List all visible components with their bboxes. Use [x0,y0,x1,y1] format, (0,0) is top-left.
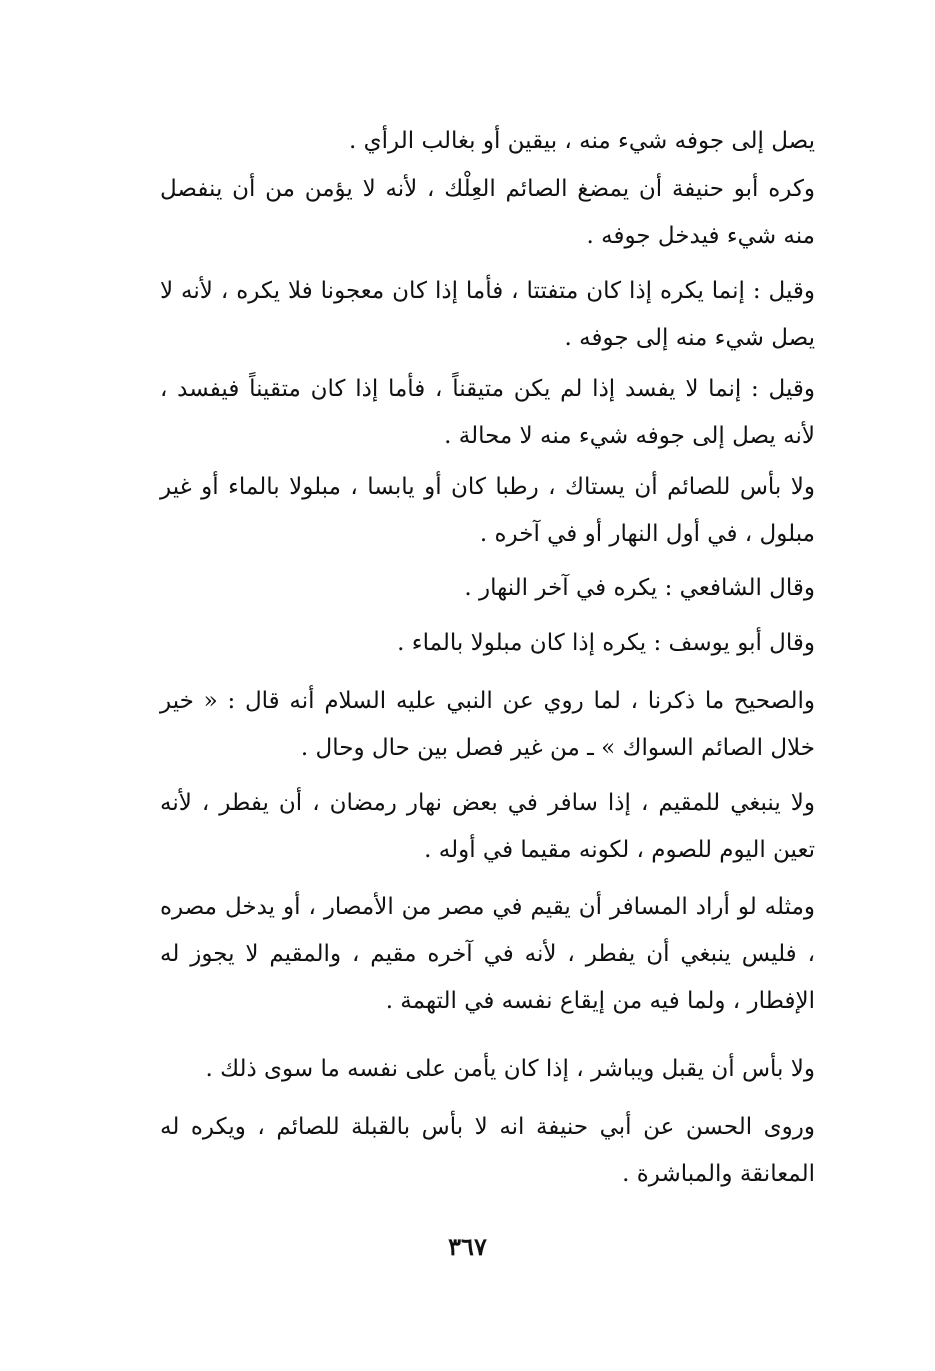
paragraph-11: ولا بأس أن يقبل ويباشر ، إذا كان يأمن على نفسه ما سوى ذلك . [205,1056,815,1082]
paragraph-7: وقال أبو يوسف : يكره إذا كان مبلولا بالماء . [397,630,815,656]
paragraph-4: وقيل : إنما لا يفسد إذا لم يكن متيقناً ، فأما إذا كان متقيناً فيفسد ، لأنه يصل إلى جوفه شيء منه لا محالة . [160,376,815,449]
paragraph-5: ولا بأس للصائم أن يستاك ، رطبا كان أو يابسا ، مبلولا بالماء أو غير مبلول ، في أول النهار أو في آخره . [160,474,815,547]
paragraph-2: وكره أبو حنيفة أن يمضغ الصائم العِلْك ، لأنه لا يؤمن من أن ينفصل منه شيء فيدخل جوفه . [160,176,815,249]
paragraph-9: ولا ينبغي للمقيم ، إذا سافر في بعض نهار رمضان ، أن يفطر ، لأنه تعين اليوم للصوم ، لكونه مقيما في أوله . [160,790,815,863]
page-number: ٣٦٧ [448,1232,487,1261]
paragraph-8: والصحيح ما ذكرنا ، لما روي عن النبي عليه السلام أنه قال : « خير خلال الصائم السواك » ـ من غير فصل بين حال وحال . [160,688,815,761]
paragraph-6: وقال الشافعي : يكره في آخر النهار . [464,575,815,601]
paragraph-10: ومثله لو أراد المسافر أن يقيم في مصر من الأمصار ، أو يدخل مصره ، فليس ينبغي أن يفطر ، لأنه في آخره مقيم ، والمقيم لا يجوز له الإفطار ، ولما فيه من إيقاع نفسه في التهمة . [160,894,815,1014]
paragraph-3: وقيل : إنما يكره إذا كان متفتتا ، فأما إذا كان معجونا فلا يكره ، لأنه لا يصل شيء منه إلى جوفه . [160,278,815,351]
paragraph-12: وروى الحسن عن أبي حنيفة انه لا بأس بالقبلة للصائم ، ويكره له المعانقة والمباشرة . [160,1114,815,1187]
paragraph-1: يصل إلى جوفه شيء منه ، بيقين أو بغالب الرأي . [349,128,815,154]
